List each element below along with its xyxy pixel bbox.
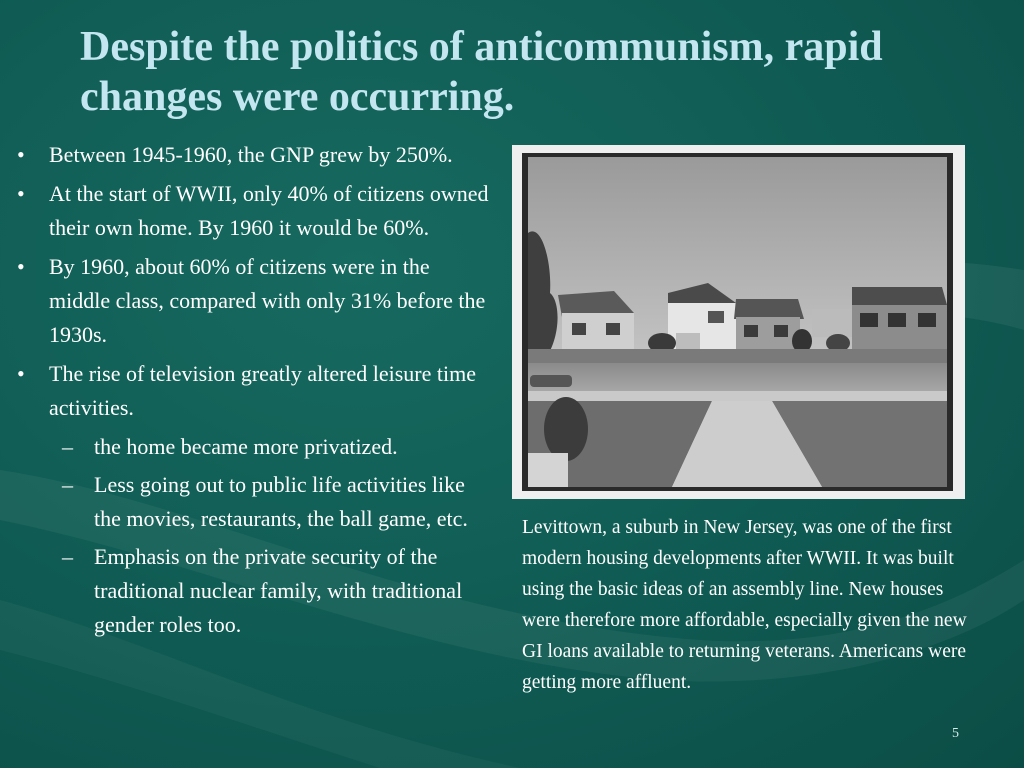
bullet-list (14, 138, 494, 646)
sub-bullet-text: Emphasis on the private security of the traditional nuclear family, with traditional gender roles too. (94, 544, 463, 637)
sub-bullet-text: Less going out to public life activities like the movies, restaurants, the ball game, etc. (94, 472, 468, 531)
bullet-marker: • (17, 142, 25, 167)
page-number: 5 (952, 726, 959, 741)
bullet-middle-class (14, 250, 494, 352)
sub-bullet-nuclear-family (14, 540, 494, 642)
photo-caption: Levittown, a suburb in New Jersey, was one of the first modern housing developments after WWII. It was built using the basic ideas of an assembly line. New houses were therefore more affordable, especially given the new GI loans available to returning veterans. Americans were getting more affluent. (522, 517, 967, 693)
levittown-photo (522, 153, 953, 491)
bullet-text: At the start of WWII, only 40% of citizens owned their own home. By 1960 it would be 60%. (49, 181, 489, 240)
sub-bullet-marker: – (62, 434, 73, 459)
bullet-marker: • (17, 181, 25, 206)
sub-bullet-marker: – (62, 544, 73, 569)
sub-bullet-marker: – (62, 472, 73, 497)
bullet-marker: • (17, 254, 25, 279)
bullet-text: By 1960, about 60% of citizens were in the middle class, compared with only 31% before the 1930s. (49, 254, 486, 347)
sub-bullet-text: the home became more privatized. (94, 434, 398, 459)
bullet-television (14, 357, 494, 425)
bullet-text: The rise of television greatly altered leisure time activities. (49, 361, 477, 420)
sub-bullet-public-life (14, 468, 494, 536)
bullet-text: Between 1945-1960, the GNP grew by 250%. (49, 142, 453, 167)
slide-title: Despite the politics of anticommunism, rapid changes were occurring. (80, 24, 883, 120)
bullet-gnp (14, 138, 494, 172)
bullet-marker: • (17, 361, 25, 386)
photo-frame (512, 145, 965, 499)
sub-bullet-privatized (14, 430, 494, 464)
bullet-home-ownership (14, 177, 494, 245)
